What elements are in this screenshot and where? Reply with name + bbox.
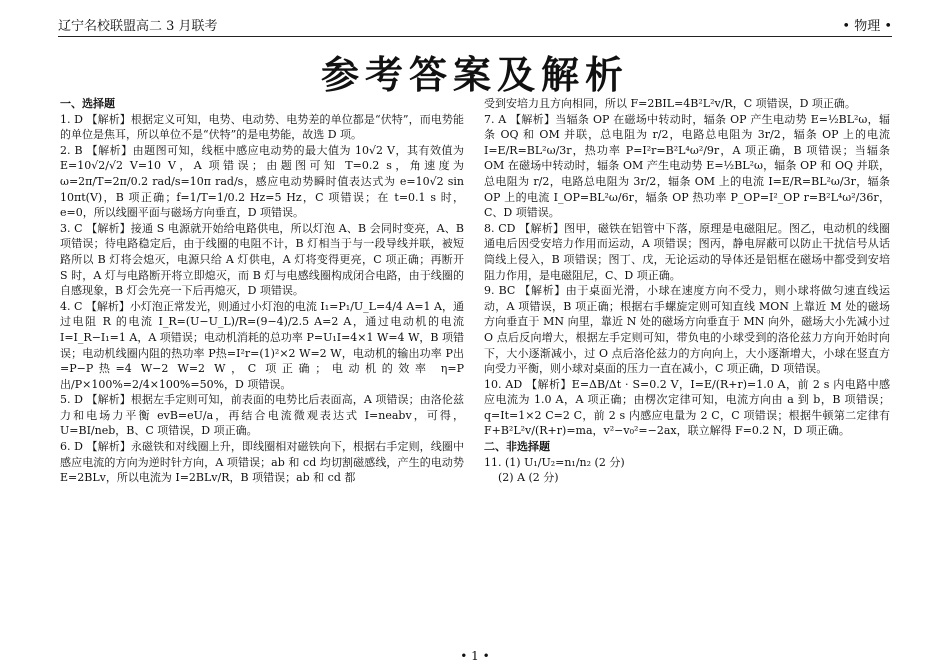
- answer-item-3: 3. C 【解析】接通 S 电源就开始给电路供电，所以灯泡 A、B 会同时变亮，A、B 项错误；待电路稳定后，由于线圈的电阻不计，B 灯相当于与一段导线并联，被短路所以 B 灯将会熄灭，电源只给 A 灯供电，A 灯将变得更亮，C 项正确；再断开 S 时，A 灯与电路断开将立即熄灭，而 B 灯与电感线圈构成闭合电路，由于线圈的自感现象，B 灯会先亮一下后再熄灭，D 项错误。: [60, 221, 464, 298]
- answer-item-10: 10. AD 【解析】E=ΔB/Δt · S=0.2 V，I=E/(R+r)=1.0 A，前 2 s 内电路中感应电流为 1.0 A，A 项正确；由楞次定律可知，电流方向由 a 到 b，B 项错误；q=It=1×2 C=2 C，前 2 s 内感应电量为 2 C，C 项错误；根据牛顿第二定律有 F+B²L²v/(R+r)=ma，v²−v₀²=−2ax，联立解得 F=0.2 N，D 项正确。: [484, 377, 890, 438]
- section-heading-choice: 一、选择题: [60, 97, 115, 110]
- answer-item-5: 5. D 【解析】根据左手定则可知，前表面的电势比后表面高，A 项错误；由洛伦兹力和电场力平衡 evB=eU/a，再结合电流微观表达式 I=neabv，可得，U=BI/neb，B、C 项错误，D 项正确。: [60, 393, 464, 438]
- page-title: 参考答案及解析: [320, 53, 629, 97]
- answer-item-6-cont: 受到安培力且方向相同，所以 F=2BIL=4B²L²v/R，C 项错误，D 项正确。: [484, 97, 856, 110]
- answer-item-1: 1. D 【解析】根据定义可知，电势、电动势、电势差的单位都是“伏特”，而电势能的单位是焦耳，所以单位不是“伏特”的是电势能，故选 D 项。: [60, 112, 464, 142]
- right-column: [484, 96, 890, 486]
- answer-item-2: 2. B 【解析】由题图可知，线框中感应电动势的最大值为 10√2 V，其有效值为 E=10√2/√2 V=10 V，A 项错误；由题图可知 T=0.2 s，角速度为 ω=2π/T=2π/0.2 rad/s=10π rad/s，感应电动势瞬时值表达式为 e=10√2 sin 10πt(V)，B 项正确；f=1/T=1/0.2 Hz=5 Hz，C 项错误；在 t=0.1 s 时，e=0，所以线圈平面与磁场方向垂直，D 项错误。: [60, 143, 464, 220]
- answer-item-4: 4. C 【解析】小灯泡正常发光，则通过小灯泡的电流 I₁=P₁/U_L=4/4 A=1 A，通过电阻 R 的电流 I_R=(U−U_L)/R=(9−4)/2.5 A=2 A，通过电动机的电流 I=I_R−I₁=1 A，A 项错误；电动机消耗的总功率 P=U₁I=4×1 W=4 W，B 项错误；电动机线圈内阻的热功率 P热=I²r=(1)²×2 W=2 W，电动机的输出功率 P出=P−P热=4 W−2 W=2 W，C 项正确；电动机的效率 η=P出/P×100%=2/4×100%=50%，D 项错误。: [60, 299, 464, 391]
- answer-item-11-2: (2) A (2 分): [498, 471, 559, 485]
- exam-name: 辽宁名校联盟高二 3 月联考: [58, 19, 218, 34]
- answer-item-6: 6. D 【解析】永磁铁和对线圈上升，即线圈相对磁铁向下，根据右手定则，线圈中感应电流的方向为逆时针方向，A 项错误；ab 和 cd 均切割磁感线，产生的电动势 E=2BLv，所以电流为 I=2BLv/R，B 项错误；ab 和 cd 都: [60, 440, 464, 485]
- section-heading-nonchoice: 二、非选择题: [484, 440, 550, 454]
- left-column: [60, 96, 464, 486]
- page-number: • 1 •: [460, 649, 490, 663]
- answer-item-8: 8. CD 【解析】图甲，磁铁在铝管中下落，原理是电磁阻尼。图乙，电动机的线圈通电后因受安培力作用而运动，A 项错误；图丙，静电屏蔽可以防止干扰信号从话筒线上侵入，B 项错误；图丁、戊，无论运动的导体还是铝框在磁场中都受到安培阻力作用，是电磁阻尼，C、D 项正确。: [484, 221, 890, 282]
- page-header: [58, 12, 892, 37]
- answer-item-11-1: 11. (1) U₁/U₂=n₁/n₂ (2 分): [484, 455, 625, 469]
- answer-item-7: 7. A 【解析】当辐条 OP 在磁场中转动时，辐条 OP 产生电动势 E=½BL²ω，辐条 OQ 和 OM 并联，总电阻为 r/2，电路总电阻为 3r/2，辐条 OP 上的电流 I=E/R=BL²ω/3r，热功率 P=I²r=B²L⁴ω²/9r，A 项正确，B 项错误；当辐条 OM 在磁场中转动时，辐条 OM 产生电动势 E=½BL²ω，辐条 OP 和 OQ 并联，总电阻为 r/2，电路总电阻为 3r/2，辐条 OM 上的电流 I=E/R=BL²ω/3r，辐条 OP 上的电流 I_OP=BL²ω/6r，辐条 OP 热功率 P_OP=I²_OP r=B²L⁴ω²/36r，C、D 项错误。: [484, 112, 890, 220]
- subject-label: • 物理 •: [842, 19, 892, 34]
- answer-item-9: 9. BC 【解析】由于桌面光滑，小球在速度方向不受力，则小球将做匀速直线运动，A 项错误，B 项正确；根据右手螺旋定则可知直线 MON 上靠近 M 处的磁场方向垂直于 MN 向里，靠近 N 处的磁场方向垂直于 MN 向外，磁场大小先减小过 O 点后反向增大，根据左手定则可知，带负电的小球受到的洛伦兹力方向开始时向下，大小逐渐减小，过 O 点后洛伦兹力的方向向上，大小逐渐增大，小球在竖直方向受力平衡，则小球对桌面的压力一直在减小，C 项正确，D 项错误。: [484, 284, 890, 376]
